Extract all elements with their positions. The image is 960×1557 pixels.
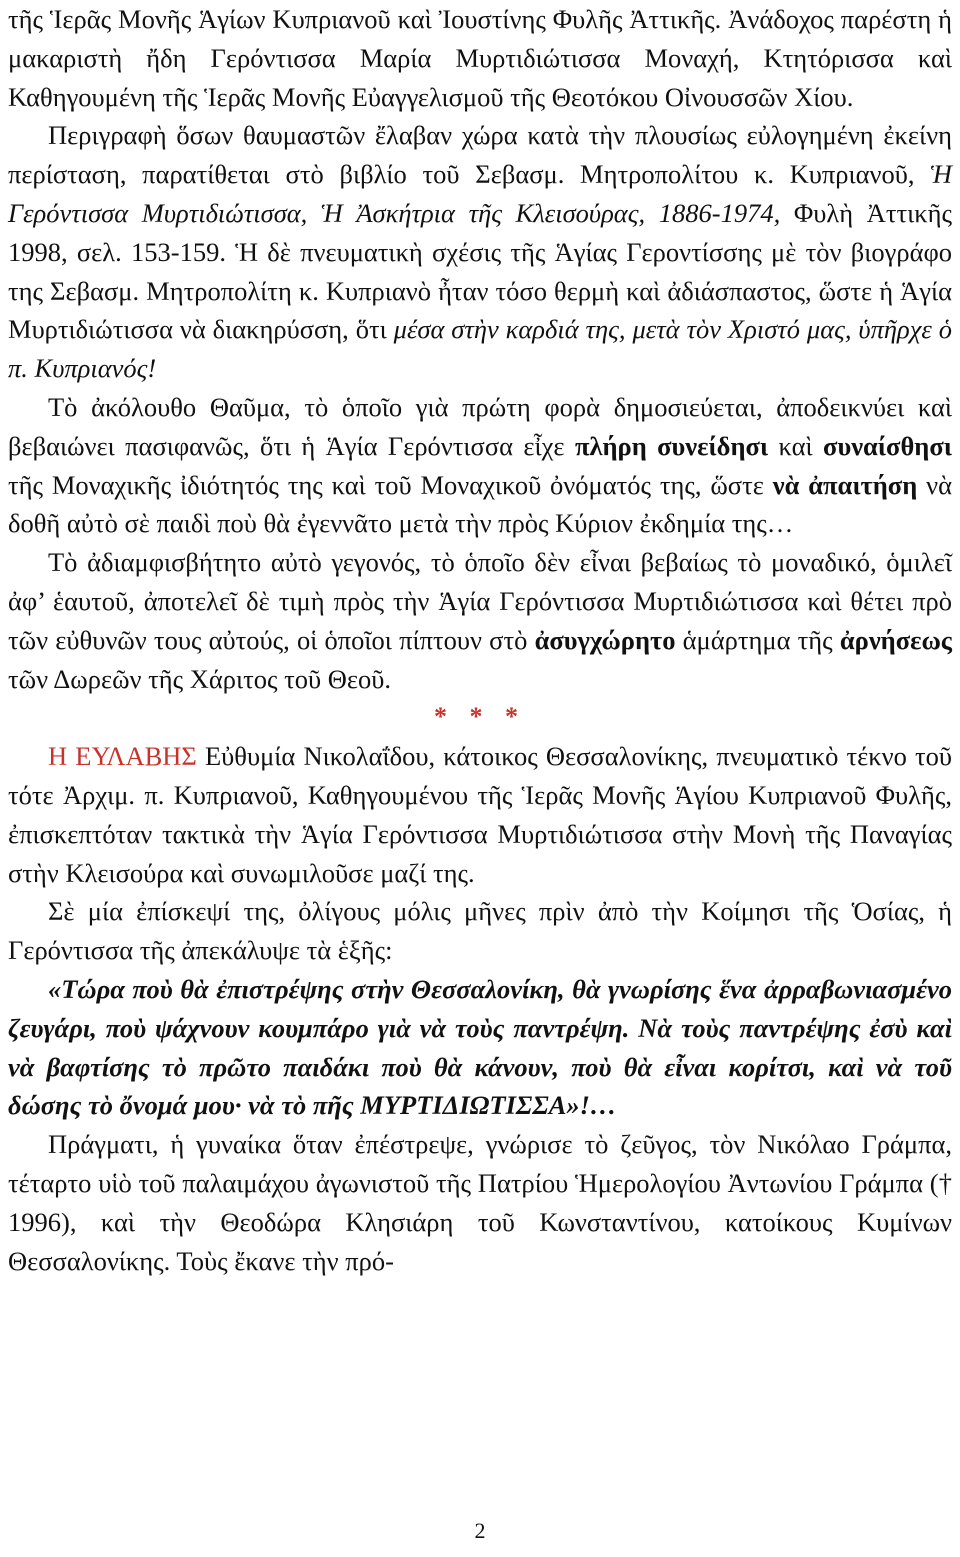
bold-text: νὰ ἀπαιτήση bbox=[772, 469, 918, 500]
bold-text: ἀρνήσεως bbox=[839, 624, 952, 655]
bold-text: πλήρη συνείδησι bbox=[574, 430, 769, 461]
bold-text: ἀσυγχώρητο bbox=[534, 624, 676, 655]
italic-text: Ἡ Γερόντισσα Μυρτιδιώτισσα, Ἡ Ἀσκήτρια τῆς Κλεισούρας, 1886-1974, bbox=[8, 159, 952, 228]
text-span: τῶν Δωρεῶν τῆς Χάριτος τοῦ Θεοῦ. bbox=[8, 663, 392, 694]
section-lead: Η ΕΥΛΑΒΗΣ bbox=[48, 741, 197, 772]
text-span: τῆς Μοναχικῆς ἰδιότητός της καὶ τοῦ Μοναχικοῦ ὀνόματός της, ὥστε bbox=[8, 469, 773, 500]
paragraph bbox=[8, 892, 952, 970]
body-text bbox=[8, 0, 952, 1280]
text-span: Πράγματι, ἡ γυναίκα ὅταν ἐπέστρεψε, γνώρισε τὸ ζεῦγος, τὸν Νικόλαο Γράμπα, τέταρτο υἱὸ τοῦ παλαιμάχου ἀγωνιστοῦ τῆς Πατρίου Ἡμερολογίου Ἀντωνίου Γράμπα († 1996), καὶ τὴν Θεοδώρα Κλησιάρη τοῦ Κωνσταντίνου, κατοίκους Κυμίνων Θεσσαλονίκης. Τοὺς ἔκανε τὴν πρό- bbox=[8, 1129, 952, 1276]
emphasis-text: «Τώρα ποὺ θὰ ἐπιστρέψης στὴν Θεσσαλονίκη, θὰ γνωρίσης ἕνα ἀρραβωνιασμένο ζευγάρι, ποὺ ψάχνουν κουμπάρο γιὰ νὰ τοὺς παντρέψη. Νὰ τοὺς παντρέψης ἐσὺ καὶ νὰ βαφτίσης τὸ πρῶτο παιδάκι ποὺ θὰ κάνουν, ποὺ θὰ εἶναι κορίτσι, καὶ νὰ τοῦ δώσης τὸ ὄνομά μου· νὰ τὸ πῆς ΜΥΡΤΙΔΙΩΤΙΣΣΑ»!… bbox=[8, 973, 952, 1121]
page-number: 2 bbox=[474, 1518, 486, 1543]
paragraph bbox=[8, 737, 952, 892]
italic-text: μέσα στὴν καρδιά της, μετὰ τὸν Χριστό μας, ὑπῆρχε ὁ π. Κυπριανός! bbox=[8, 314, 952, 384]
bold-text: συναίσθησι bbox=[823, 430, 952, 461]
text-span: νὰ δοθῆ αὐτὸ σὲ παιδὶ ποὺ θὰ ἐγεννᾶτο μετὰ τὴν πρὸς Κύριον ἐκδημία της… bbox=[8, 469, 952, 539]
text-span: Φυλὴ Ἀττικῆς 1998, σελ. 153-159. Ἡ δὲ πνευματικὴ σχέσις τῆς Ἁγίας Γεροντίσσης μὲ τὸν βιογράφο της Σεβασμ. Μητροπολίτη κ. Κυπριανὸ ἦταν τόσο θερμὴ καὶ ἀδιάσπαστος, ὥστε ἡ Ἁγία Μυρτιδιώτισσα νὰ διακηρύσση, ὅτι bbox=[8, 197, 952, 345]
paragraph bbox=[8, 116, 952, 388]
text-span: Περιγραφὴ ὅσων θαυμαστῶν ἔλαβαν χώρα κατὰ τὴν πλουσίως εὐλογημένη ἐκείνη περίσταση, παρατίθεται στὸ βιβλίο τοῦ Σεβασμ. Μητροπολίτου κ. Κυπριανοῦ, bbox=[8, 120, 952, 190]
section-divider: * * * bbox=[434, 702, 526, 732]
text-span: Τὸ ἀκόλουθο Θαῦμα, τὸ ὁποῖο γιὰ πρώτη φορὰ δημοσιεύεται, ἀποδεικνύει καὶ βεβαιώνει πασιφανῶς, ὅτι ἡ Ἁγία Γερόντισσα εἶχε bbox=[8, 391, 952, 461]
bold-italic-span bbox=[8, 974, 952, 1120]
paragraph bbox=[8, 970, 952, 1125]
paragraph bbox=[8, 0, 952, 116]
paragraph bbox=[8, 1125, 952, 1280]
paragraph bbox=[8, 543, 952, 698]
text-span: ἁμάρτημα τῆς bbox=[675, 624, 840, 655]
paragraph bbox=[8, 388, 952, 543]
text-span: τῆς Ἱερᾶς Μονῆς Ἁγίων Κυπριανοῦ καὶ Ἰουστίνης Φυλῆς Ἀττικῆς. Ἀνάδοχος παρέστη ἡ μακαριστὴ ἤδη Γερόντισσα Μαρία Μυρτιδιώτισσα Μοναχή, Κτητόρισσα καὶ Καθηγουμένη τῆς Ἱερᾶς Μονῆς Εὐαγγελισμοῦ τῆς Θεοτόκου Οἰνουσσῶν Χίου. bbox=[8, 4, 952, 112]
text-span: Σὲ μία ἐπίσκεψί της, ὀλίγους μόλις μῆνες πρὶν ἀπὸ τὴν Κοίμησι τῆς Ὁσίας, ἡ Γερόντισσα τῆς ἀπεκάλυψε τὰ ἑξῆς: bbox=[8, 896, 952, 966]
text-span: Εὐθυμία Νικολαΐδου, κάτοικος Θεσσαλονίκης, πνευματικὸ τέκνο τοῦ τότε Ἀρχιμ. π. Κυπριανοῦ, Καθηγουμένου τῆς Ἱερᾶς Μονῆς Ἁγίου Κυπριανοῦ Φυλῆς, ἐπισκεπτόταν τακτικὰ τὴν Ἁγία Γερόντισσα Μυρτιδιώτισσα στὴν Μονὴ τῆς Παναγίας στὴν Κλεισούρα καὶ συνωμιλοῦσε μαζί της. bbox=[8, 741, 952, 888]
text-span: Τὸ ἀδιαμφισβήτητο αὐτὸ γεγονός, τὸ ὁποῖο δὲν εἶναι βεβαίως τὸ μοναδικό, ὁμιλεῖ ἀφ’ ἑαυτοῦ, ἀποτελεῖ δὲ τιμὴ πρὸς τὴν Ἁγία Γερόντισσα Μυρτιδιώτισσα καὶ θέτει πρὸ τῶν εὐθυνῶν τους αὐτούς, οἱ ὁποῖοι πίπτουν στὸ bbox=[8, 547, 952, 655]
text-span: καὶ bbox=[768, 430, 824, 461]
